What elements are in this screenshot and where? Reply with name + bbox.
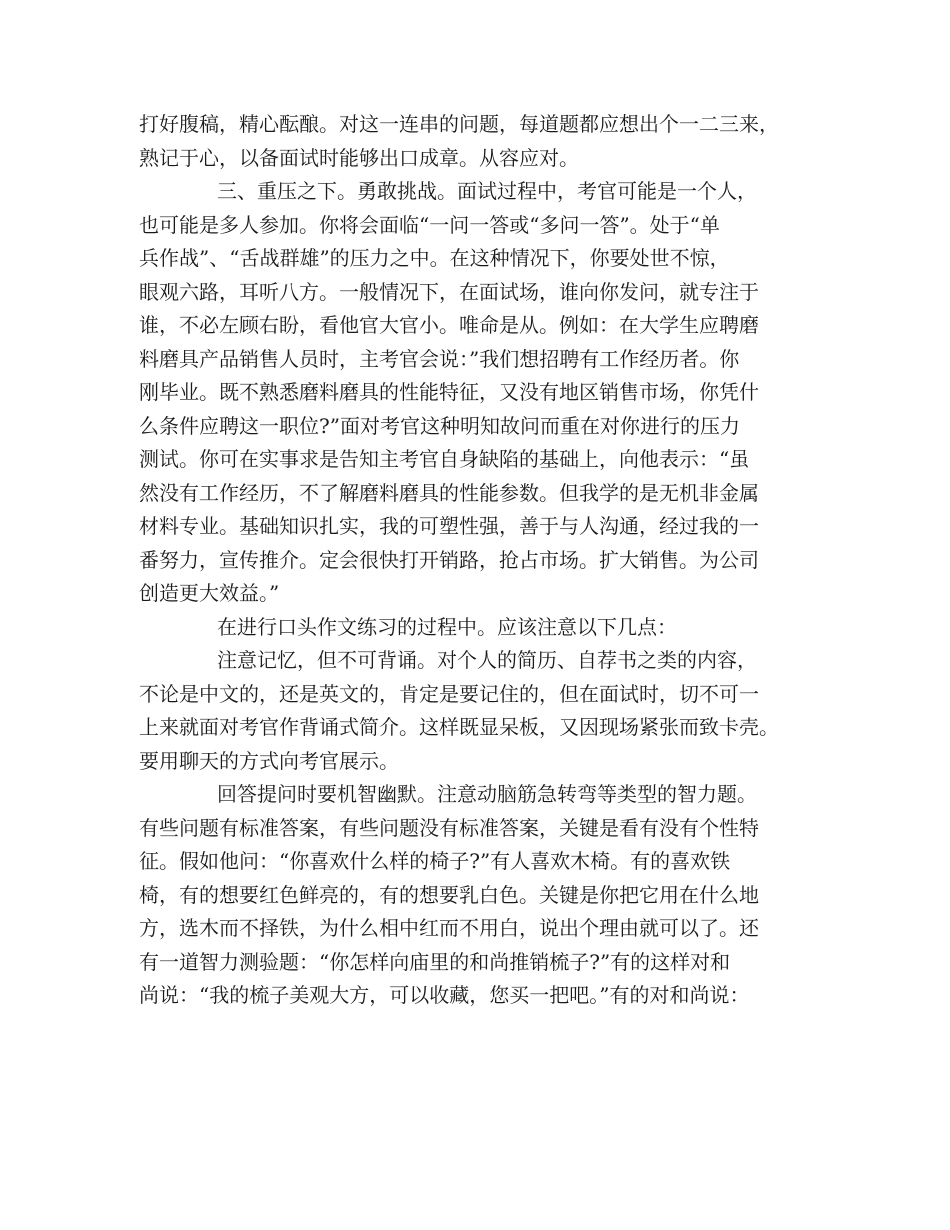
text-line: 打好腹稿，精心酝酿。对这一连串的问题，每道题都应想出个一二三来， <box>139 112 779 136</box>
text-line: 要用聊天的方式向考官展示。 <box>139 748 399 773</box>
text-line: 尚说：“我的梳子美观大方，可以收藏，您买一把吧。”有的对和尚说： <box>139 983 750 1007</box>
text-line: 兵作战”、“舌战群雄”的压力之中。在这种情况下，你要处世不惊， <box>139 246 730 270</box>
paragraph-first-line: 在进行口头作文练习的过程中。应该注意以下几点： <box>217 614 677 639</box>
text-line: 征。假如他问：“你喜欢什么样的椅子?”有人喜欢木椅。有的喜欢铁 <box>139 849 731 873</box>
paragraph-first-line: 注意记忆，但不可背诵。对个人的简历、自荐书之类的内容， <box>217 648 757 672</box>
text-line: 刚毕业。既不熟悉磨料磨具的性能特征，又没有地区销售市场，你凭什 <box>139 380 759 404</box>
text-line: 测试。你可在实事求是告知主考官自身缺陷的基础上，向他表示：“虽 <box>139 447 750 471</box>
text-line: 不论是中文的，还是英文的，肯定是要记住的，但在面试时，切不可一 <box>139 681 759 706</box>
document-body <box>139 108 829 1013</box>
text-line: 创造更大效益。” <box>139 581 280 605</box>
text-line: 也可能是多人参加。你将会面临“一问一答或“多问一答”。处于“单 <box>139 212 720 237</box>
text-line: 有一道智力测验题：“你怎样向庙里的和尚推销梳子?”有的这样对和 <box>139 949 731 974</box>
text-line: 么条件应聘这一职位?”面对考官这种明知故问而重在对你进行的压力 <box>139 413 740 438</box>
paragraph-first-line: 三、重压之下。勇敢挑战。面试过程中，考官可能是一个人， <box>217 179 757 203</box>
text-line: 有些问题有标准答案，有些问题没有标准答案，关键是看有没有个性特 <box>139 815 759 840</box>
text-line: 椅，有的想要红色鲜亮的，有的想要乳白色。关键是你把它用在什么地 <box>139 882 759 907</box>
text-line: 上来就面对考官作背诵式简介。这样既显呆板，又因现场紧张而致卡壳。 <box>139 715 779 739</box>
text-line: 眼观六路，耳听八方。一般情况下，在面试场，谁向你发问，就专注于 <box>139 279 759 304</box>
text-line: 熟记于心，以备面试时能够出口成章。从容应对。 <box>139 145 579 170</box>
text-line: 然没有工作经历，不了解磨料磨具的性能参数。但我学的是无机非金属 <box>139 480 759 505</box>
text-line: 材料专业。基础知识扎实，我的可塑性强，善于与人沟通，经过我的一 <box>139 514 759 538</box>
paragraph-first-line: 回答提问时要机智幽默。注意动脑筋急转弯等类型的智力题。 <box>217 782 757 806</box>
text-line: 谁，不必左顾右盼，看他官大官小。唯命是从。例如：在大学生应聘磨 <box>139 313 759 337</box>
text-line: 料磨具产品销售人员时，主考官会说：”我们想招聘有工作经历者。你 <box>139 346 740 371</box>
text-line: 方，选木而不择铁，为什么相中红而不用白，说出个理由就可以了。还 <box>139 916 759 940</box>
text-line: 番努力，宣传推介。定会很快打开销路，抢占市场。扩大销售。为公司 <box>139 547 759 572</box>
